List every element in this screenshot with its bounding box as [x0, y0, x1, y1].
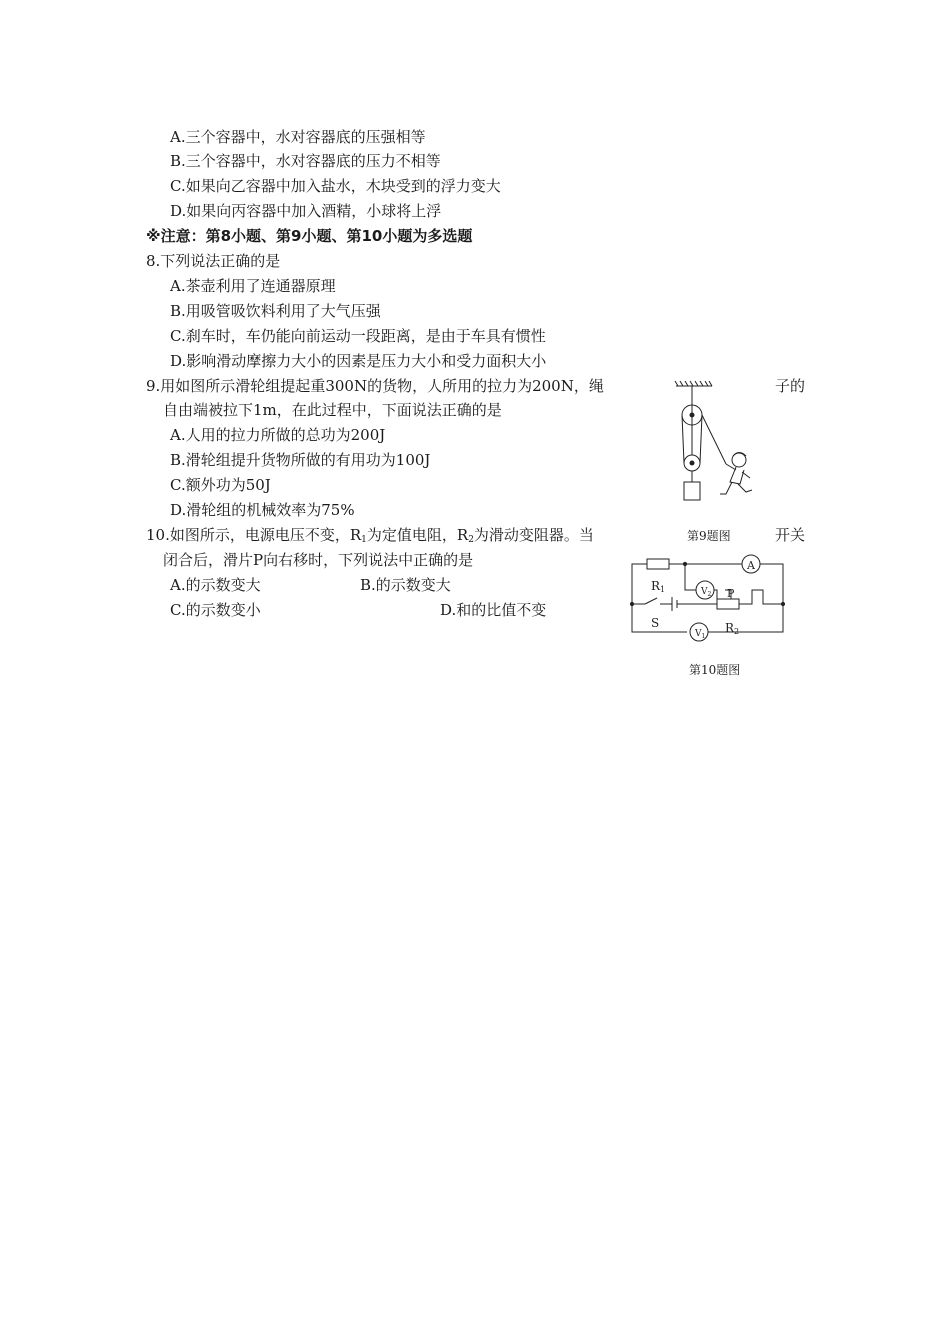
- q7-option-a: A.三个容器中，水对容器底的压强相等: [170, 128, 426, 146]
- svg-text:R2: R2: [725, 621, 740, 636]
- figure-10-caption: 第10题图: [689, 663, 741, 677]
- figure-9-caption: 第9题图: [687, 529, 731, 543]
- svg-text:P: P: [727, 587, 735, 600]
- q8-option-c: C.刹车时，车仍能向前运动一段距离，是由于车具有惯性: [170, 327, 546, 345]
- q10-option-d: D.和的比值不变: [440, 601, 547, 619]
- svg-text:V1: $V_1$: [695, 629, 706, 640]
- q10-option-b: B.的示数变大: [360, 576, 451, 594]
- q10-option-c: C.的示数变小: [170, 601, 261, 619]
- q8-option-a: A.茶壶利用了连通器原理: [170, 277, 336, 295]
- q8-option-d: D.影响滑动摩擦力大小的因素是压力大小和受力面积大小: [170, 352, 547, 370]
- q10-stem-line2: 闭合后，滑片P向右移时，下列说法中正确的是: [163, 551, 474, 569]
- svg-text:V2: $V_2$: [701, 587, 712, 598]
- circuit-figure: [625, 552, 790, 640]
- q7-option-d: D.如果向丙容器中加入酒精，小球将上浮: [170, 202, 442, 220]
- svg-text:S: S: [651, 616, 660, 630]
- q7-option-b: B.三个容器中，水对容器底的压力不相等: [170, 152, 441, 170]
- q9-stem-part2: 子的: [775, 377, 806, 395]
- q9-option-c: C.额外功为50J: [170, 476, 271, 494]
- svg-text:A: A: [747, 559, 755, 572]
- q10-stem-line1: 10.如图所示，电源电压不变，$R_1$为定值电阻，$R_2$为滑动变阻器。当: [146, 526, 594, 545]
- q10-option-a: A.的示数变大: [170, 576, 261, 594]
- resistor-r2: [717, 599, 739, 609]
- q10-stem-part2: 开关: [775, 526, 806, 544]
- q9-option-d: D.滑轮组的机械效率为75%: [170, 501, 355, 519]
- svg-text:R1: R1: [651, 579, 666, 594]
- q9-stem-part1: 9.用如图所示滑轮组提起重300N的货物，人所用的拉力为200N，绳: [146, 377, 604, 395]
- q8-stem: 8.下列说法正确的是: [146, 252, 281, 270]
- resistor-r1: [647, 559, 669, 569]
- q9-option-b: B.滑轮组提升货物所做的有用功为100J: [170, 451, 431, 469]
- pulley-figure: [670, 378, 765, 513]
- q8-option-b: B.用吸管吸饮料利用了大气压强: [170, 302, 381, 320]
- q7-option-c: C.如果向乙容器中加入盐水，木块受到的浮力变大: [170, 177, 501, 195]
- q9-option-a: A.人用的拉力所做的总功为200J: [170, 426, 386, 444]
- q9-stem-line2: 自由端被拉下1m，在此过程中，下面说法正确的是: [163, 401, 502, 419]
- multiple-choice-notice: ※注意：第8小题、第9小题、第10小题为多选题: [146, 227, 473, 245]
